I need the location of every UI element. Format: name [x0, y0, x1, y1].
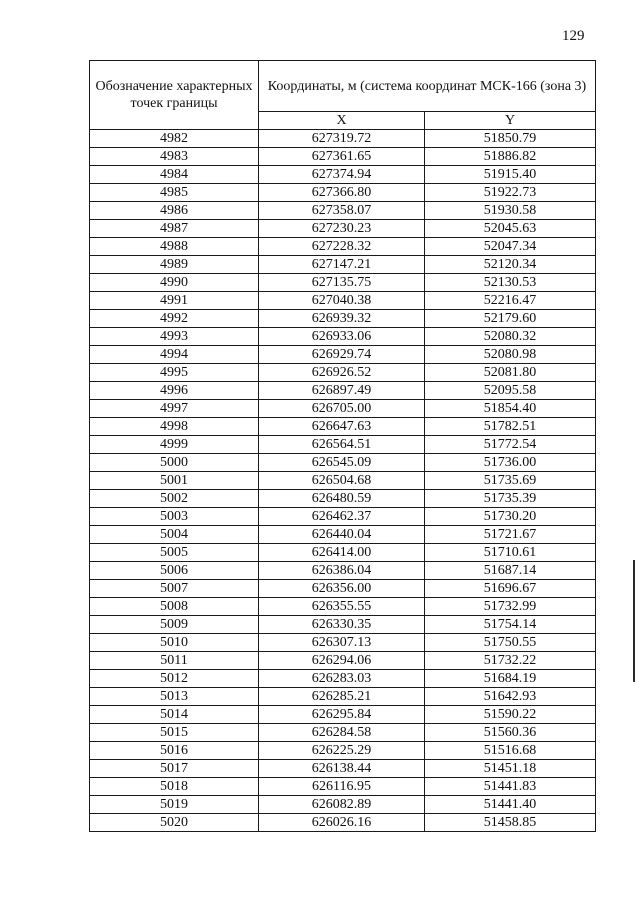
point-id-cell: 4983 — [90, 148, 259, 166]
y-coordinate-cell: 51732.99 — [425, 598, 596, 616]
point-id-cell: 5006 — [90, 562, 259, 580]
table-row — [90, 760, 596, 778]
table-row — [90, 778, 596, 796]
x-coordinate-cell: 626564.51 — [259, 436, 425, 454]
x-coordinate-cell: 626225.29 — [259, 742, 425, 760]
y-coordinate-cell: 51750.55 — [425, 634, 596, 652]
y-coordinate-cell: 51441.40 — [425, 796, 596, 814]
y-coordinate-cell: 52095.58 — [425, 382, 596, 400]
x-coordinate-cell: 626926.52 — [259, 364, 425, 382]
header-x: X — [259, 112, 425, 130]
y-coordinate-cell: 52081.80 — [425, 364, 596, 382]
y-coordinate-cell: 52080.98 — [425, 346, 596, 364]
table-row — [90, 418, 596, 436]
point-id-cell: 4994 — [90, 346, 259, 364]
x-coordinate-cell: 626285.21 — [259, 688, 425, 706]
x-coordinate-cell: 626440.04 — [259, 526, 425, 544]
table-row — [90, 472, 596, 490]
table-row — [90, 328, 596, 346]
y-coordinate-cell: 51736.00 — [425, 454, 596, 472]
y-coordinate-cell: 51721.67 — [425, 526, 596, 544]
coordinates-table — [89, 60, 596, 832]
table-row — [90, 652, 596, 670]
y-coordinate-cell: 51922.73 — [425, 184, 596, 202]
point-id-cell: 5019 — [90, 796, 259, 814]
point-id-cell: 4995 — [90, 364, 259, 382]
y-coordinate-cell: 51710.61 — [425, 544, 596, 562]
table-row — [90, 400, 596, 418]
table-row — [90, 130, 596, 148]
table-row — [90, 814, 596, 832]
x-coordinate-cell: 626504.68 — [259, 472, 425, 490]
y-coordinate-cell: 51850.79 — [425, 130, 596, 148]
y-coordinate-cell: 51732.22 — [425, 652, 596, 670]
point-id-cell: 5004 — [90, 526, 259, 544]
point-id-cell: 4996 — [90, 382, 259, 400]
table-row — [90, 274, 596, 292]
point-id-cell: 4997 — [90, 400, 259, 418]
x-coordinate-cell: 626933.06 — [259, 328, 425, 346]
x-coordinate-cell: 626939.32 — [259, 310, 425, 328]
table-row — [90, 184, 596, 202]
table-row — [90, 346, 596, 364]
x-coordinate-cell: 627230.23 — [259, 220, 425, 238]
point-id-cell: 4987 — [90, 220, 259, 238]
x-coordinate-cell: 626026.16 — [259, 814, 425, 832]
x-coordinate-cell: 626705.00 — [259, 400, 425, 418]
point-id-cell: 5017 — [90, 760, 259, 778]
table-row — [90, 490, 596, 508]
x-coordinate-cell: 626082.89 — [259, 796, 425, 814]
x-coordinate-cell: 626295.84 — [259, 706, 425, 724]
x-coordinate-cell: 626283.03 — [259, 670, 425, 688]
table-row — [90, 148, 596, 166]
table-row — [90, 634, 596, 652]
x-coordinate-cell: 626462.37 — [259, 508, 425, 526]
header-y: Y — [425, 112, 596, 130]
x-coordinate-cell: 626545.09 — [259, 454, 425, 472]
y-coordinate-cell: 52179.60 — [425, 310, 596, 328]
header-coordinates: Координаты, м (система координат МСК-166 (зона 3) — [259, 61, 596, 112]
point-id-cell: 5011 — [90, 652, 259, 670]
point-id-cell: 4989 — [90, 256, 259, 274]
y-coordinate-cell: 51772.54 — [425, 436, 596, 454]
y-coordinate-cell: 51451.18 — [425, 760, 596, 778]
y-coordinate-cell: 51915.40 — [425, 166, 596, 184]
x-coordinate-cell: 627358.07 — [259, 202, 425, 220]
y-coordinate-cell: 51735.69 — [425, 472, 596, 490]
y-coordinate-cell: 51886.82 — [425, 148, 596, 166]
table-row — [90, 364, 596, 382]
y-coordinate-cell: 51735.39 — [425, 490, 596, 508]
y-coordinate-cell: 51684.19 — [425, 670, 596, 688]
table-row — [90, 454, 596, 472]
point-id-cell: 5002 — [90, 490, 259, 508]
y-coordinate-cell: 51687.14 — [425, 562, 596, 580]
y-coordinate-cell: 52130.53 — [425, 274, 596, 292]
table-row — [90, 238, 596, 256]
scan-edge-mark — [633, 560, 635, 682]
y-coordinate-cell: 51754.14 — [425, 616, 596, 634]
y-coordinate-cell: 52080.32 — [425, 328, 596, 346]
table-row — [90, 724, 596, 742]
x-coordinate-cell: 626356.00 — [259, 580, 425, 598]
table-row — [90, 688, 596, 706]
x-coordinate-cell: 626929.74 — [259, 346, 425, 364]
point-id-cell: 4991 — [90, 292, 259, 310]
x-coordinate-cell: 626284.58 — [259, 724, 425, 742]
table-row — [90, 742, 596, 760]
point-id-cell: 4998 — [90, 418, 259, 436]
page-number: 129 — [562, 28, 585, 44]
y-coordinate-cell: 52047.34 — [425, 238, 596, 256]
table-row — [90, 508, 596, 526]
x-coordinate-cell: 626414.00 — [259, 544, 425, 562]
point-id-cell: 5010 — [90, 634, 259, 652]
point-id-cell: 5013 — [90, 688, 259, 706]
table-row — [90, 220, 596, 238]
point-id-cell: 5005 — [90, 544, 259, 562]
y-coordinate-cell: 51854.40 — [425, 400, 596, 418]
header-points: Обозначение характерных точек границы — [90, 61, 259, 130]
y-coordinate-cell: 51516.68 — [425, 742, 596, 760]
x-coordinate-cell: 626897.49 — [259, 382, 425, 400]
y-coordinate-cell: 52120.34 — [425, 256, 596, 274]
table-row — [90, 382, 596, 400]
x-coordinate-cell: 626138.44 — [259, 760, 425, 778]
table-row — [90, 166, 596, 184]
point-id-cell: 5014 — [90, 706, 259, 724]
y-coordinate-cell: 51696.67 — [425, 580, 596, 598]
point-id-cell: 5009 — [90, 616, 259, 634]
table-row — [90, 562, 596, 580]
table-row — [90, 436, 596, 454]
point-id-cell: 4982 — [90, 130, 259, 148]
y-coordinate-cell: 51458.85 — [425, 814, 596, 832]
point-id-cell: 5020 — [90, 814, 259, 832]
point-id-cell: 4986 — [90, 202, 259, 220]
point-id-cell: 5012 — [90, 670, 259, 688]
point-id-cell: 4999 — [90, 436, 259, 454]
point-id-cell: 5015 — [90, 724, 259, 742]
table-row — [90, 670, 596, 688]
x-coordinate-cell: 626294.06 — [259, 652, 425, 670]
point-id-cell: 4988 — [90, 238, 259, 256]
x-coordinate-cell: 627361.65 — [259, 148, 425, 166]
x-coordinate-cell: 626386.04 — [259, 562, 425, 580]
point-id-cell: 5003 — [90, 508, 259, 526]
y-coordinate-cell: 52216.47 — [425, 292, 596, 310]
x-coordinate-cell: 626307.13 — [259, 634, 425, 652]
x-coordinate-cell: 627374.94 — [259, 166, 425, 184]
table-row — [90, 580, 596, 598]
x-coordinate-cell: 627135.75 — [259, 274, 425, 292]
x-coordinate-cell: 627228.32 — [259, 238, 425, 256]
x-coordinate-cell: 626647.63 — [259, 418, 425, 436]
point-id-cell: 4985 — [90, 184, 259, 202]
table-row — [90, 292, 596, 310]
x-coordinate-cell: 626330.35 — [259, 616, 425, 634]
table-row — [90, 616, 596, 634]
table-row — [90, 310, 596, 328]
table-row — [90, 706, 596, 724]
point-id-cell: 4992 — [90, 310, 259, 328]
y-coordinate-cell: 51730.20 — [425, 508, 596, 526]
y-coordinate-cell: 51560.36 — [425, 724, 596, 742]
table-row — [90, 202, 596, 220]
x-coordinate-cell: 626355.55 — [259, 598, 425, 616]
table-row — [90, 598, 596, 616]
y-coordinate-cell: 52045.63 — [425, 220, 596, 238]
table-row — [90, 526, 596, 544]
point-id-cell: 5008 — [90, 598, 259, 616]
table-row — [90, 796, 596, 814]
point-id-cell: 4984 — [90, 166, 259, 184]
y-coordinate-cell: 51782.51 — [425, 418, 596, 436]
point-id-cell: 5016 — [90, 742, 259, 760]
point-id-cell: 4993 — [90, 328, 259, 346]
point-id-cell: 5007 — [90, 580, 259, 598]
x-coordinate-cell: 626116.95 — [259, 778, 425, 796]
x-coordinate-cell: 627040.38 — [259, 292, 425, 310]
x-coordinate-cell: 626480.59 — [259, 490, 425, 508]
point-id-cell: 5001 — [90, 472, 259, 490]
table-row — [90, 256, 596, 274]
x-coordinate-cell: 627319.72 — [259, 130, 425, 148]
point-id-cell: 5018 — [90, 778, 259, 796]
table-row — [90, 544, 596, 562]
point-id-cell: 5000 — [90, 454, 259, 472]
x-coordinate-cell: 627147.21 — [259, 256, 425, 274]
y-coordinate-cell: 51642.93 — [425, 688, 596, 706]
y-coordinate-cell: 51441.83 — [425, 778, 596, 796]
y-coordinate-cell: 51930.58 — [425, 202, 596, 220]
point-id-cell: 4990 — [90, 274, 259, 292]
x-coordinate-cell: 627366.80 — [259, 184, 425, 202]
y-coordinate-cell: 51590.22 — [425, 706, 596, 724]
